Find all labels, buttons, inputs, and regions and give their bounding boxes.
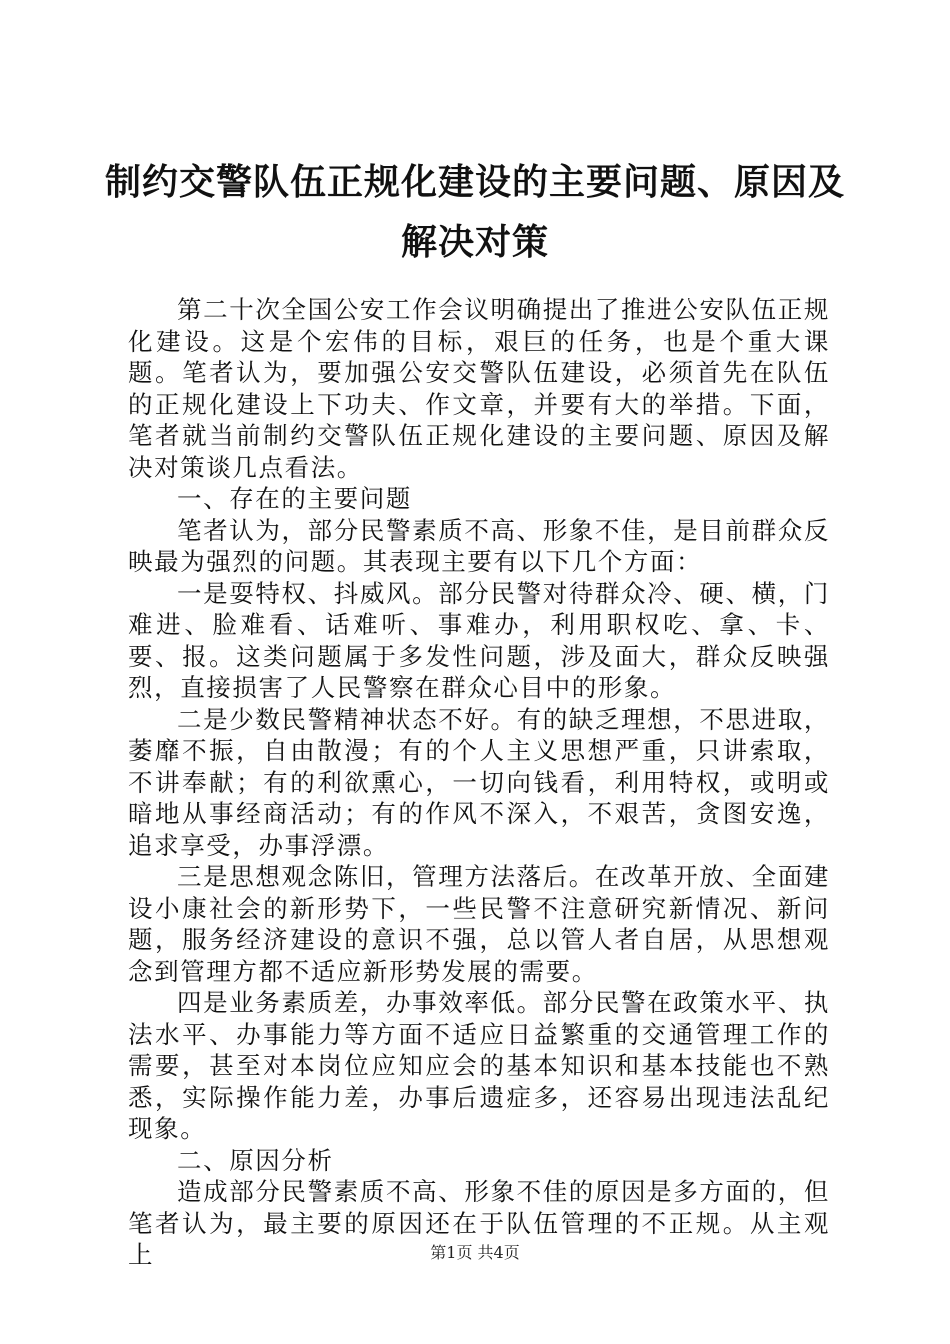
paragraph-problem-1: 一是耍特权、抖威风。部分民警对待群众冷、硬、横，门难进、脸难看、话难听、事难办，利用职权吃、拿、卡、要、报。这类问题属于多发性问题，涉及面大，群众反映强烈，直接损害了人民警察在群众心目中的形象。 bbox=[128, 578, 830, 702]
section-heading-problems: 一、存在的主要问题 bbox=[177, 484, 412, 513]
paragraph-problem-3: 三是思想观念陈旧，管理方法落后。在改革开放、全面建设小康社会的新形势下，一些民警不注意研究新情况、新问题，服务经济建设的意识不强，总以管人者自居，从思想观念到管理方都不适应新形势发展的需要。 bbox=[128, 862, 830, 986]
section-heading-causes: 二、原因分析 bbox=[177, 1145, 334, 1175]
document-body bbox=[128, 294, 830, 1271]
document-title-line-2: 解决对策 bbox=[400, 221, 549, 263]
page-number-footer: 第1页 共4页 bbox=[430, 1243, 520, 1262]
intro-paragraph: 第二十次全国公安工作会议明确提出了推进公安队伍正规化建设。这是个宏伟的目标，艰巨的任务，也是个重大课题。笔者认为，要加强公安交警队伍建设，必须首先在队伍的正规化建设上下功夫、作文章，并要有大的举措。下面，笔者就当前制约交警队伍正规化建设的主要问题、原因及解决对策谈几点看法。 bbox=[128, 295, 830, 482]
paragraph-causes: 造成部分民警素质不高、形象不佳的原因是多方面的，但笔者认为，最主要的原因还在于队伍管理的不正规。从主观上 bbox=[128, 1177, 830, 1269]
document-title-line-1: 制约交警队伍正规化建设的主要问题、原因及 bbox=[104, 161, 845, 203]
paragraph-problem-2: 二是少数民警精神状态不好。有的缺乏理想，不思进取，萎靡不振，自由散漫；有的个人主义思想严重，只讲索取，不讲奉献；有的利欲熏心，一切向钱看，利用特权，或明或暗地从事经商活动；有的作风不深入，不艰苦，贪图安逸，追求享受，办事浮漂。 bbox=[128, 704, 830, 860]
paragraph-problem-4: 四是业务素质差，办事效率低。部分民警在政策水平、执法水平、办事能力等方面不适应日益繁重的交通管理工作的需要，甚至对本岗位应知应会的基本知识和基本技能也不熟悉，实际操作能力差，办事后遗症多，还容易出现违法乱纪现象。 bbox=[128, 988, 830, 1143]
paragraph-problems-summary: 笔者认为，部分民警素质不高、形象不佳，是目前群众反映最为强烈的问题。其表现主要有以下几个方面： bbox=[128, 515, 830, 576]
